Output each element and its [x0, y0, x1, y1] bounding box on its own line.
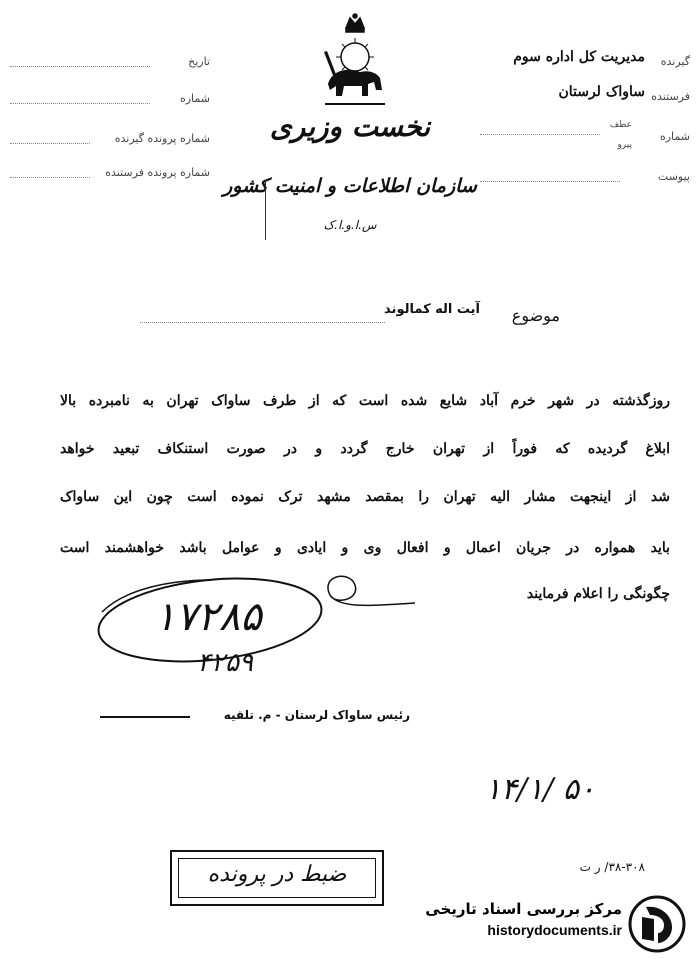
letterhead-title: نخست وزیری: [269, 110, 431, 143]
watermark-logo-icon: [628, 895, 686, 953]
body-line-1: روزگذشته در شهر خرم آباد شایع شده است که از طرف ساواک تهران به نامبرده بالا: [60, 393, 670, 409]
attachment-label: پیوست: [657, 170, 690, 183]
receiver-field: [480, 49, 690, 73]
right-number-label: شماره: [659, 130, 690, 143]
stamp-text: ضبط در پرونده: [207, 862, 347, 887]
letterhead-code: س.ا.و.ا.ک: [323, 218, 377, 232]
body-line-3: شد از اینجهت مشار الیه تهران را بمقصد مشهد ترک نموده است چون این ساواک: [60, 489, 670, 505]
sender-field: [480, 84, 690, 108]
follow-label: پیرو: [617, 140, 632, 150]
subject-value: آیت اله کمالوند: [384, 302, 480, 317]
receiver-value: مدیریت کل اداره سوم: [513, 49, 645, 65]
circled-number: ۱۷۲۸۵: [154, 594, 262, 640]
letterhead-subtitle: سازمان اطلاعات و امنیت کشور: [223, 175, 477, 197]
lion-icon: [324, 51, 382, 96]
attachment-field: [480, 170, 690, 188]
ref-label: عطف: [609, 120, 632, 130]
body-line-2: ابلاغ گردیده که فوراً از تهران خارج گردد و در صورت استنکاف تبعید خواهد: [60, 441, 670, 457]
watermark-url: historydocuments.ir: [487, 922, 622, 938]
subject-underline: [140, 322, 385, 323]
receiver-file-field: [10, 132, 210, 150]
subject-label: موضوع: [511, 306, 560, 325]
crown-icon: [346, 14, 364, 32]
date-field: [10, 55, 210, 73]
sender-label: فرستنده: [651, 90, 690, 103]
number-field: [10, 92, 210, 110]
filing-stamp: [170, 850, 384, 906]
body-line-5: چگونگی را اعلام فرمایند: [526, 586, 670, 602]
reference-code: ۳۸-۳۰۸/ ر ت: [579, 860, 645, 874]
below-number: ۴۲۵۹: [197, 648, 253, 678]
receiver-file-label: شماره پرونده گیرنده: [114, 132, 210, 145]
number-ref-field: [480, 120, 690, 156]
watermark-title: مرکز بررسی اسناد تاریخی: [425, 900, 622, 918]
date-label: تاریخ: [188, 55, 210, 68]
sun-icon: [336, 38, 374, 76]
sender-file-field: [10, 166, 210, 184]
handwritten-date: ۱۴/۱/ ۵۰: [484, 772, 596, 807]
sender-file-label: شماره پرونده فرستنده: [105, 166, 210, 179]
sender-value: ساواک لرستان: [558, 84, 645, 100]
lion-and-sun-emblem: [310, 12, 400, 112]
signature-line: رئیس ساواک لرستان - م. تلقیه: [223, 708, 410, 722]
receiver-label: گیرنده: [660, 55, 690, 68]
body-line-4: باید همواره در جریان اعمال و افعال وی و ایادی و عوامل باشد خواهشمند است: [60, 540, 670, 556]
number-label: شماره: [179, 92, 210, 105]
